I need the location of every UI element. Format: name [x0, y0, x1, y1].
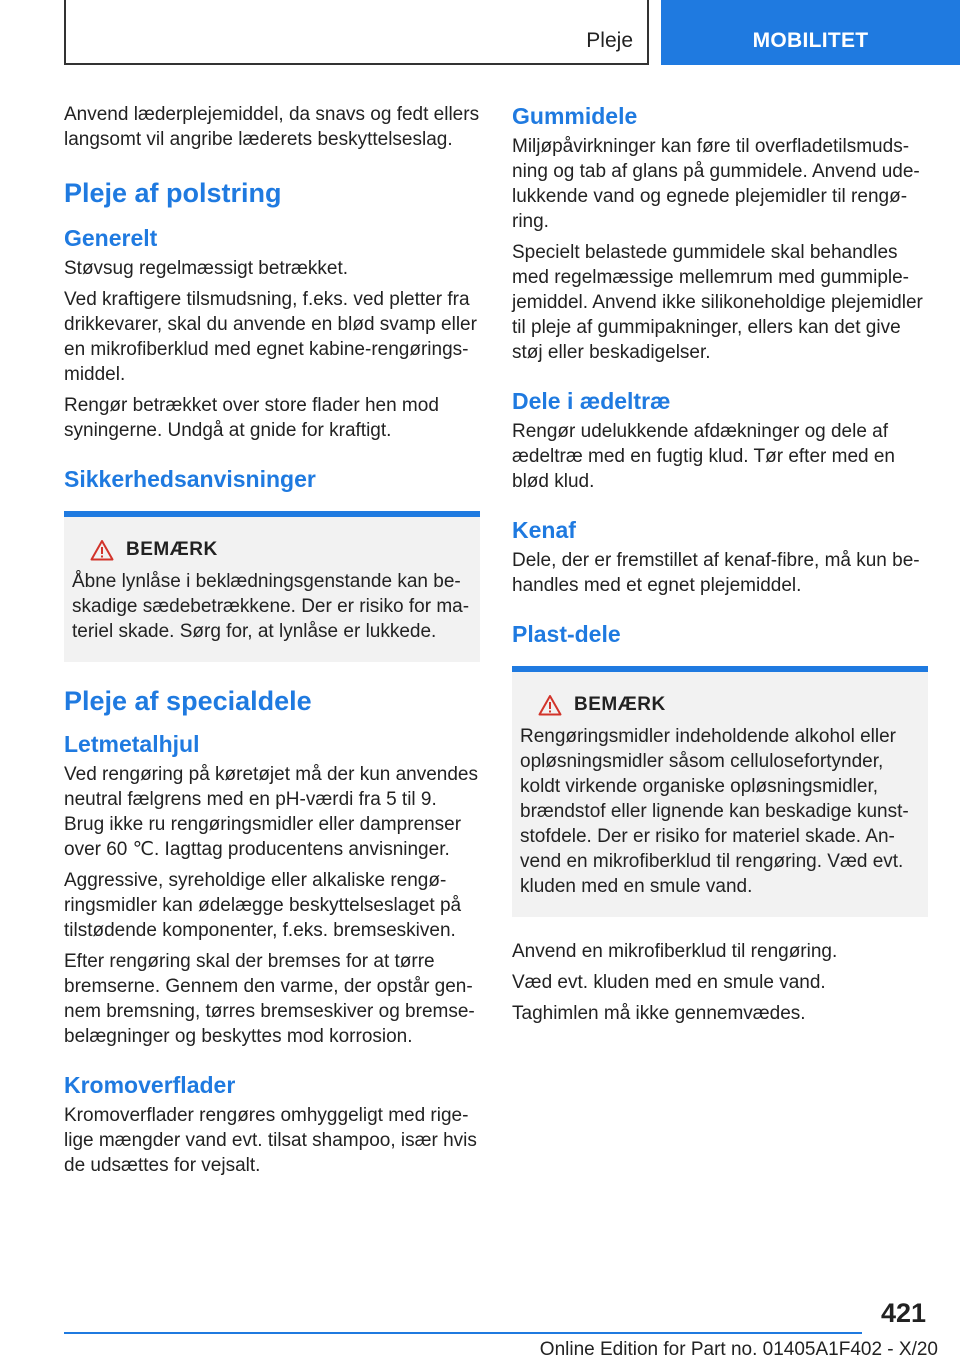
paragraph: Dele, der er fremstillet af kenaf-fibre, må kun be-handles med et egnet plejemiddel.: [512, 550, 920, 596]
header-section-box: [64, 0, 649, 65]
right-column: [512, 102, 928, 1032]
notice-box: [512, 666, 928, 917]
heading-pleje-af-polstring: Pleje af polstring: [64, 178, 282, 208]
footer-divider: [64, 1332, 862, 1334]
paragraph: Taghimlen må ikke gennemvædes.: [512, 1003, 806, 1024]
paragraph: Rengør udelukkende afdækninger og dele af ædeltræ med en fugtig klud. Tør efter med en blød klud.: [512, 421, 895, 492]
paragraph: Anvend en mikrofiberklud til rengøring.: [512, 941, 838, 962]
notice-header: [520, 694, 920, 716]
heading-sikkerhedsanvisninger: Sikkerhedsanvisninger: [64, 466, 316, 492]
notice-header: [72, 539, 472, 561]
header-section-title: Pleje: [586, 29, 633, 52]
paragraph: Ved kraftigere tilsmudsning, f.eks. ved pletter fra drikkevarer, skal du anvende en blød svamp eller en mikrofiberklud med egnet kabine-rengørings-middel.: [64, 289, 477, 385]
warning-triangle-icon: [538, 694, 562, 716]
heading-kenaf: Kenaf: [512, 517, 576, 543]
heading-pleje-af-specialdele: Pleje af specialdele: [64, 686, 312, 716]
paragraph: Efter rengøring skal der bremses for at tørre bremserne. Gennem den varme, der opstår gen-nem bremsning, tørres bremseskiver og bremse-belægninger og beskyttes mod korrosion.: [64, 951, 475, 1047]
header-chapter-tab: MOBILITET: [661, 0, 960, 65]
heading-kromoverflader: Kromoverflader: [64, 1072, 236, 1098]
left-column: [64, 102, 480, 1184]
heading-dele-i-aedeltrae: Dele i ædeltræ: [512, 388, 671, 414]
page-number: 421: [880, 1298, 926, 1328]
notice-label: BEMÆRK: [574, 694, 666, 715]
notice-box: [64, 511, 480, 662]
paragraph: Miljøpåvirkninger kan føre til overfladetilsmuds-ning og tab af glans på gummidele. Anvend ude-lukkende vand og egnede plejemidler til rengø-ring.: [512, 136, 920, 232]
footer-edition-text: Online Edition for Part no. 01405A1F402 - X/20: [539, 1339, 938, 1360]
paragraph: Specielt belastede gummidele skal behandles med regelmæssige mellemrum med gummiple-jemiddel. Anvend ikke silikoneholdige plejemidler til pleje af gummipakninger, ellers kan det give støj eller beskadigelser.: [512, 242, 923, 363]
notice-text: Åbne lynlåse i beklædningsgenstande kan be-skadige sædebetrækkene. Der er risiko for ma-teriel skade. Sørg for, at lynlåse er lukkede.: [72, 571, 470, 642]
warning-triangle-icon: [90, 539, 114, 561]
paragraph: Kromoverflader rengøres omhyggeligt med rige-lige mængder vand evt. tilsat shampoo, især hvis de udsættes for vejsalt.: [64, 1105, 477, 1176]
heading-letmetalhjul: Letmetalhjul: [64, 731, 200, 757]
heading-generelt: Generelt: [64, 225, 158, 251]
paragraph: Ved rengøring på køretøjet må der kun anvendes neutral fælgrens med en pH-værdi fra 5 til 9. Brug ikke ru rengøringsmidler eller damprenser over 60 ℃. Iagttag producentens anvisninger.: [64, 764, 479, 860]
heading-gummidele: Gummidele: [512, 103, 638, 129]
paragraph: Aggressive, syreholdige eller alkaliske rengø-ringsmidler kan ødelægge beskyttelseslaget på tilstødende komponenter, f.eks. bremseskiven.: [64, 870, 462, 941]
notice-label: BEMÆRK: [126, 539, 218, 560]
paragraph: Rengør betrækket over store flader hen mod syningerne. Undgå at gnide for kraftigt.: [64, 395, 439, 441]
paragraph: Væd evt. kluden med en smule vand.: [512, 972, 826, 993]
paragraph: Støvsug regelmæssigt betrækket.: [64, 258, 349, 279]
heading-plast-dele: Plast-dele: [512, 621, 621, 647]
notice-text: Rengøringsmidler indeholdende alkohol eller opløsningsmidler såsom cellulosefortynder, koldt virkende organiske opløsningsmidler, brændstof eller lignende kan beskadige kunst-stofdele. Der er risiko for materiel skade. An-vend en mikrofiberklud til rengøring. Væd evt. kluden med en smule vand.: [520, 726, 909, 897]
intro-paragraph: Anvend læderplejemiddel, da snavs og fedt ellers langsomt vil angribe læderets beskyttelseslag.: [64, 104, 480, 150]
